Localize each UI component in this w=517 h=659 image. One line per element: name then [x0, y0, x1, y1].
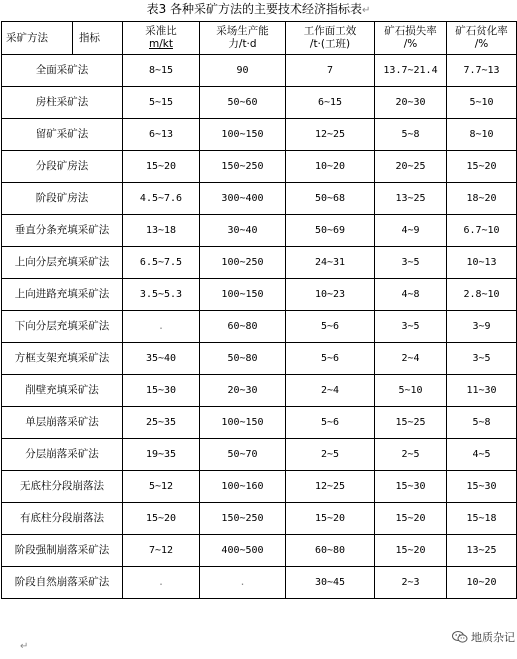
loss-cell: 5~10 [375, 375, 447, 407]
loss-cell: 13~25 [375, 183, 447, 215]
ratio-cell: 5~12 [123, 471, 200, 503]
efficiency-cell: 60~80 [286, 535, 375, 567]
header-dilution [447, 22, 517, 55]
method-cell: 阶段自然崩落采矿法 [2, 567, 123, 599]
header-row [2, 22, 517, 55]
method-cell: 垂直分条充填采矿法 [2, 215, 123, 247]
dilution-cell: 2.8~10 [447, 279, 517, 311]
footer-paragraph-mark: ↵ [20, 641, 29, 652]
method-cell: 削壁充填采矿法 [2, 375, 123, 407]
efficiency-cell: 2~5 [286, 439, 375, 471]
method-cell: 全面采矿法 [2, 55, 123, 87]
method-cell: 方框支架充填采矿法 [2, 343, 123, 375]
efficiency-cell: 2~4 [286, 375, 375, 407]
paragraph-mark: ↵ [362, 5, 371, 16]
table-row [2, 119, 517, 151]
loss-cell: 2~3 [375, 567, 447, 599]
capacity-cell: 100~160 [200, 471, 286, 503]
method-cell: 分层崩落采矿法 [2, 439, 123, 471]
loss-cell: 2~5 [375, 439, 447, 471]
ratio-cell: 5~15 [123, 87, 200, 119]
ratio-cell: 13~18 [123, 215, 200, 247]
table-row [2, 183, 517, 215]
capacity-cell: 100~150 [200, 407, 286, 439]
method-cell: 上向进路充填采矿法 [2, 279, 123, 311]
efficiency-cell: 6~15 [286, 87, 375, 119]
efficiency-cell: 5~6 [286, 407, 375, 439]
empty-cell-mark: . [157, 577, 165, 588]
table-row [2, 279, 517, 311]
method-cell: 阶段强制崩落采矿法 [2, 535, 123, 567]
dilution-cell: 6.7~10 [447, 215, 517, 247]
efficiency-cell: 10~23 [286, 279, 375, 311]
capacity-cell: 50~60 [200, 87, 286, 119]
capacity-cell: 50~70 [200, 439, 286, 471]
dilution-cell: 5~10 [447, 87, 517, 119]
efficiency-cell: 7 [286, 55, 375, 87]
header-ratio [123, 22, 200, 55]
method-cell: 无底柱分段崩落法 [2, 471, 123, 503]
loss-cell: 5~8 [375, 119, 447, 151]
loss-cell: 4~9 [375, 215, 447, 247]
dilution-cell: 13~25 [447, 535, 517, 567]
capacity-cell: 100~150 [200, 119, 286, 151]
capacity-cell: 30~40 [200, 215, 286, 247]
dilution-cell: 4~5 [447, 439, 517, 471]
capacity-cell: 100~150 [200, 279, 286, 311]
table-row [2, 311, 517, 343]
header-capacity-line2: 力/t·d [228, 38, 257, 50]
dilution-cell: 18~20 [447, 183, 517, 215]
loss-cell: 4~8 [375, 279, 447, 311]
table-row [2, 343, 517, 375]
capacity-cell: 150~250 [200, 151, 286, 183]
table-row [2, 535, 517, 567]
watermark-text: 地质杂记 [471, 631, 515, 644]
dilution-cell: 8~10 [447, 119, 517, 151]
table-row [2, 407, 517, 439]
dilution-cell: 11~30 [447, 375, 517, 407]
empty-cell-mark: . [239, 577, 246, 588]
table-row [2, 503, 517, 535]
efficiency-cell: 24~31 [286, 247, 375, 279]
capacity-cell: 150~250 [200, 503, 286, 535]
loss-cell: 3~5 [375, 247, 447, 279]
ratio-cell: 19~35 [123, 439, 200, 471]
efficiency-cell: 12~25 [286, 119, 375, 151]
ratio-cell: 6.5~7.5 [123, 247, 200, 279]
ratio-cell [123, 567, 200, 599]
header-efficiency-line2: /t·(工班) [309, 38, 351, 50]
capacity-cell: 50~80 [200, 343, 286, 375]
method-cell: 分段矿房法 [2, 151, 123, 183]
efficiency-cell: 30~45 [286, 567, 375, 599]
loss-cell: 15~30 [375, 471, 447, 503]
capacity-cell: 20~30 [200, 375, 286, 407]
table-row [2, 375, 517, 407]
table-row [2, 55, 517, 87]
loss-cell: 2~4 [375, 343, 447, 375]
header-ratio-line1: 采准比 [145, 25, 177, 37]
table-row [2, 247, 517, 279]
method-cell: 房柱采矿法 [2, 87, 123, 119]
capacity-cell [200, 567, 286, 599]
watermark [430, 628, 515, 646]
method-cell: 上向分层充填采矿法 [2, 247, 123, 279]
efficiency-cell: 50~69 [286, 215, 375, 247]
empty-cell-mark: . [157, 321, 165, 332]
header-index: 指标 [73, 22, 123, 55]
table-row [2, 567, 517, 599]
ratio-cell: 7~12 [123, 535, 200, 567]
header-efficiency-line1: 工作面工效 [303, 25, 357, 37]
ratio-cell: 15~20 [123, 151, 200, 183]
ratio-cell: 8~15 [123, 55, 200, 87]
efficiency-cell: 5~6 [286, 343, 375, 375]
ratio-cell: 35~40 [123, 343, 200, 375]
efficiency-cell: 15~20 [286, 503, 375, 535]
header-method: 采矿方法 [2, 22, 73, 55]
table-row [2, 215, 517, 247]
loss-cell: 13.7~21.4 [375, 55, 447, 87]
header-dilution-line2: /% [474, 38, 489, 50]
dilution-cell: 10~20 [447, 567, 517, 599]
method-cell: 留矿采矿法 [2, 119, 123, 151]
wechat-icon [452, 630, 468, 644]
dilution-cell: 3~9 [447, 311, 517, 343]
table-title-text: 表3 各种采矿方法的主要技术经济指标表 [146, 2, 363, 16]
method-cell: 下向分层充填采矿法 [2, 311, 123, 343]
method-cell: 单层崩落采矿法 [2, 407, 123, 439]
loss-cell: 20~25 [375, 151, 447, 183]
header-ratio-line2: m/kt [149, 38, 173, 50]
dilution-cell: 15~20 [447, 151, 517, 183]
ratio-cell: 3.5~5.3 [123, 279, 200, 311]
header-loss [375, 22, 447, 55]
ratio-cell: 15~30 [123, 375, 200, 407]
dilution-cell: 15~30 [447, 471, 517, 503]
table-row [2, 87, 517, 119]
header-loss-line1: 矿石损失率 [384, 25, 437, 37]
header-capacity-line1: 采场生产能 [216, 25, 269, 37]
loss-cell: 15~20 [375, 535, 447, 567]
dilution-cell: 10~13 [447, 247, 517, 279]
method-cell: 有底柱分段崩落法 [2, 503, 123, 535]
loss-cell: 3~5 [375, 311, 447, 343]
efficiency-cell: 10~20 [286, 151, 375, 183]
header-dilution-line1: 矿石贫化率 [455, 25, 508, 37]
indicator-table [1, 21, 517, 599]
capacity-cell: 60~80 [200, 311, 286, 343]
header-efficiency [286, 22, 375, 55]
loss-cell: 20~30 [375, 87, 447, 119]
ratio-cell: 6~13 [123, 119, 200, 151]
capacity-cell: 300~400 [200, 183, 286, 215]
dilution-cell: 15~18 [447, 503, 517, 535]
ratio-cell [123, 311, 200, 343]
efficiency-cell: 5~6 [286, 311, 375, 343]
ratio-cell: 4.5~7.6 [123, 183, 200, 215]
header-loss-line2: /% [403, 38, 418, 50]
capacity-cell: 100~250 [200, 247, 286, 279]
table-row [2, 439, 517, 471]
capacity-cell: 90 [200, 55, 286, 87]
loss-cell: 15~25 [375, 407, 447, 439]
table-row [2, 471, 517, 503]
efficiency-cell: 50~68 [286, 183, 375, 215]
ratio-cell: 25~35 [123, 407, 200, 439]
dilution-cell: 3~5 [447, 343, 517, 375]
dilution-cell: 7.7~13 [447, 55, 517, 87]
efficiency-cell: 12~25 [286, 471, 375, 503]
table-row [2, 151, 517, 183]
dilution-cell: 5~8 [447, 407, 517, 439]
header-capacity [200, 22, 286, 55]
ratio-cell: 15~20 [123, 503, 200, 535]
table-title [0, 0, 517, 20]
method-cell: 阶段矿房法 [2, 183, 123, 215]
capacity-cell: 400~500 [200, 535, 286, 567]
loss-cell: 15~20 [375, 503, 447, 535]
